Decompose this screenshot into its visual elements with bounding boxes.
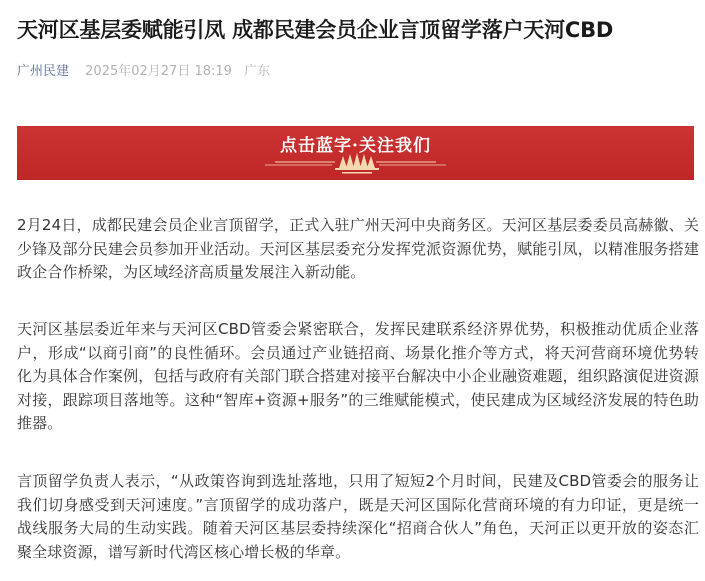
- publish-time: 2025年02月27日 18:19: [85, 64, 232, 79]
- paragraph-3: 言顶留学负责人表示，“从政策咨询到选址落地，只用了短短2个月时间，民建及CBD管委会的服务让我们切身感受到天河速度。”言顶留学的成功落户，既是天河区国际化营商环境的有力印证，更是统一战线服务大局的生动实践。随着天河区基层委持续深化“招商合伙人”角色，天河正以更开放的姿态汇聚全球资源，谱写新时代湾区核心增长极的华章。: [17, 472, 699, 561]
- article-meta: [17, 62, 270, 82]
- banner-text: 点击蓝字·关注我们: [280, 136, 431, 156]
- publish-location: 广东: [244, 64, 271, 79]
- paragraph-2: 天河区基层委近年来与天河区CBD管委会紧密联合，发挥民建联系经济界优势，积极推动优质企业落户，形成“以商引商”的良性循环。会员通过产业链招商、场景化推介等方式，将天河营商环境优势转化为具体合作案例，包括与政府有关部门联合搭建对接平台解决中小企业融资难题，组织路演促进资源对接，跟踪项目落地等。这种“智库+资源+服务”的三维赋能模式，使民建成为区域经济发展的特色助推器。: [17, 320, 699, 432]
- author-link[interactable]: 广州民建: [17, 64, 70, 79]
- paragraph-1: 2月24日，成都民建会员企业言顶留学，正式入驻广州天河中央商务区。天河区基层委委员高赫徽、关少锋及部分民建会员参加开业活动。天河区基层委充分发挥党派资源优势，赋能引凤，以精准服务搭建政企合作桥梁，为区域经济高质量发展注入新动能。: [17, 216, 699, 281]
- article-title: 天河区基层委赋能引凤 成都民建会员企业言顶留学落户天河CBD: [17, 18, 614, 42]
- follow-banner[interactable]: [17, 126, 694, 180]
